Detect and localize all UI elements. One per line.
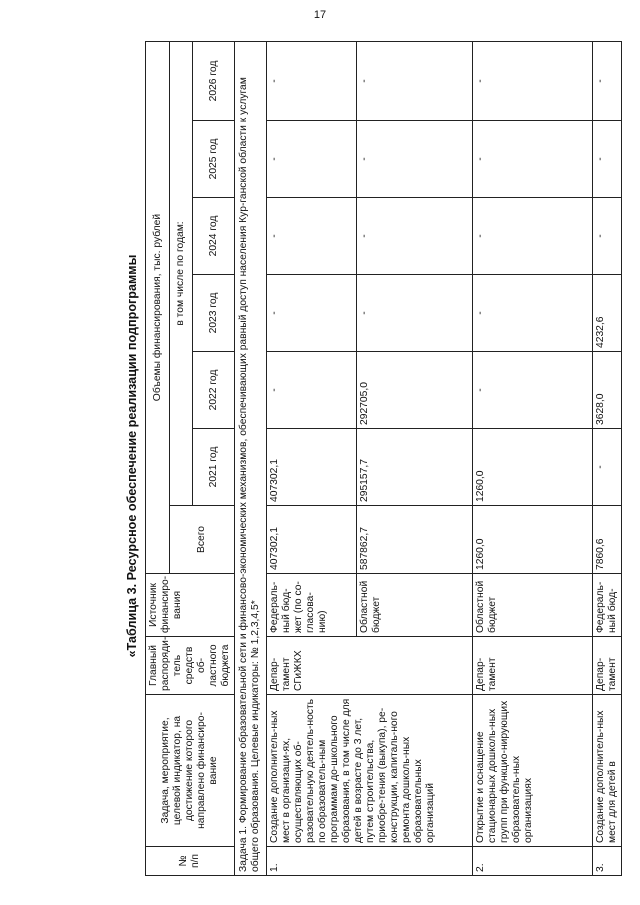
value-2023: 4232,6 <box>593 275 622 352</box>
activity-name: Создание дополнитель-ных мест в организаци-ях, осуществляющих об-разовательную деятель-ность по образователь-ным программам до-школьного образования, в том числе для детей в возрасте до 3 лет, путем строительства, приобре-тения (выкупа), ре-конструкции, капиталь-ного ремонта дошколь-ных образовательных организаций <box>267 695 473 847</box>
table-row <box>267 42 357 876</box>
task-row <box>235 42 267 876</box>
value-2022: 292705,0 <box>357 352 473 429</box>
total-value: 1260,0 <box>473 506 593 574</box>
value-2021: 407302,1 <box>267 429 357 506</box>
activity-name: Создание дополнитель-ных мест для детей в <box>593 695 622 847</box>
rotated-table-content <box>123 36 618 876</box>
value-2024: - <box>267 198 357 275</box>
value-2023: - <box>267 275 357 352</box>
value-2026: - <box>357 42 473 121</box>
header-task: Задача, мероприятие, целевой индикатор, на достижение которого направлено финансиро-вание <box>146 695 235 847</box>
value-2024: - <box>593 198 622 275</box>
value-2026: - <box>593 42 622 121</box>
table-title: «Таблица 3. Ресурсное обеспечение реализации подпрограммы <box>125 254 139 658</box>
manager-name: Депар-тамент <box>593 637 622 695</box>
header-total: Всего <box>170 506 235 574</box>
header-num: № п/п <box>146 847 235 876</box>
header-source: Источник финансиро-вания <box>146 574 235 637</box>
row-number: 1. <box>267 847 473 876</box>
total-value: 587862,7 <box>357 506 473 574</box>
value-2026: - <box>267 42 357 121</box>
header-manager: Главный распоряди-тель средств об-ластного бюджета <box>146 637 235 695</box>
funding-source: Областной бюджет <box>357 574 473 637</box>
header-year-2026: 2026 год <box>193 42 235 121</box>
value-2021: 1260,0 <box>473 429 593 506</box>
task-description: Задача 1. Формирование образовательной сети и финансово-экономических механизмов, обеспечивающих равный доступ населения Кур-ганской области к услугам общего образования. Целевые индикаторы: № 1,2,3,4,5* <box>235 42 267 876</box>
header-year-2024: 2024 год <box>193 198 235 275</box>
funding-source: Федераль-ный бюд- <box>593 574 622 637</box>
value-2024: - <box>473 198 593 275</box>
header-by-years: в том числе по годам: <box>170 42 193 506</box>
value-2022: - <box>267 352 357 429</box>
row-number: 2. <box>473 847 593 876</box>
value-2021: 295157,7 <box>357 429 473 506</box>
value-2023: - <box>357 275 473 352</box>
manager-name: Депар-тамент СГиЖКХ <box>267 637 473 695</box>
activity-name: Открытие и оснащение стационарных дошколь-ных групп при функцио-нирующих образователь-ных организациях <box>473 695 593 847</box>
value-2023: - <box>473 275 593 352</box>
value-2022: - <box>473 352 593 429</box>
header-row-1 <box>146 42 170 876</box>
header-year-2022: 2022 год <box>193 352 235 429</box>
total-value: 407302,1 <box>267 506 357 574</box>
value-2022: 3628,0 <box>593 352 622 429</box>
resource-table <box>145 41 622 876</box>
value-2024: - <box>357 198 473 275</box>
value-2025: - <box>473 121 593 198</box>
header-year-2023: 2023 год <box>193 275 235 352</box>
funding-source: Областной бюджет <box>473 574 593 637</box>
header-year-2021: 2021 год <box>193 429 235 506</box>
table-row <box>473 42 593 876</box>
value-2021: - <box>593 429 622 506</box>
header-year-2025: 2025 год <box>193 121 235 198</box>
value-2025: - <box>267 121 357 198</box>
total-value: 7860,6 <box>593 506 622 574</box>
value-2026: - <box>473 42 593 121</box>
manager-name: Депар-тамент <box>473 637 593 695</box>
row-number: 3. <box>593 847 622 876</box>
funding-source: Федераль-ный бюд-жет (по со-гласова-нию) <box>267 574 357 637</box>
header-volumes: Объемы финансирования, тыс. рублей <box>146 42 170 574</box>
value-2025: - <box>357 121 473 198</box>
value-2025: - <box>593 121 622 198</box>
table-row <box>593 42 622 876</box>
page-number: 17 <box>313 9 327 21</box>
